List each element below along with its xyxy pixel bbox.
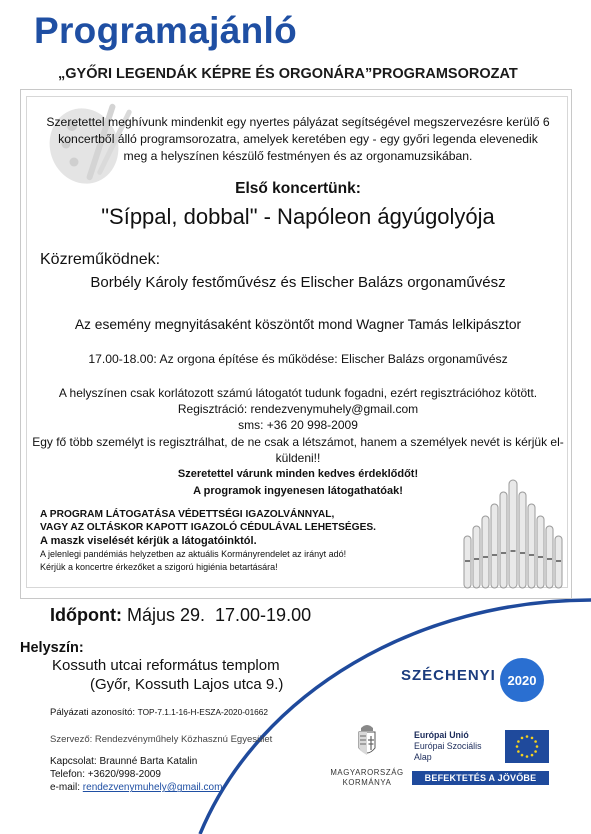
performers-label: Közreműködnek: (40, 251, 161, 268)
grant-label: Pályázati azonosító: (50, 707, 138, 718)
pandemic-note: A jelenlegi pandémiás helyzetben az aktuális Kormányrendelet az irányt adó! (40, 549, 347, 560)
mask-note: A maszk viselését kérjük a látogatóinktól. (40, 535, 257, 548)
first-concert-label: Első koncertünk: (235, 180, 361, 197)
contact-email-row (50, 781, 222, 794)
hungarian-coat-of-arms-icon (355, 722, 379, 762)
performers: Borbély Károly festőművész és Elischer Balázs orgonaművész (90, 274, 506, 291)
intro-paragraph (30, 114, 566, 164)
government-logo-line: KORMÁNYA (342, 778, 392, 787)
grant-value: TOP-7.1.1-16-H-ESZA-2020-01662 (137, 707, 269, 717)
eu-flag-icon (505, 730, 549, 763)
government-logo-line: MAGYARORSZÁG (330, 768, 404, 777)
eu-logo-text (414, 730, 481, 763)
venue-address: (Győr, Kossuth Lajos utca 9.) (90, 676, 284, 693)
warning-line: VAGY AZ OLTÁSKOR KAPOTT IGAZOLÓ CÉDULÁVAL LEHETSÉGES. (40, 522, 377, 534)
page-title: Programajánló (34, 10, 297, 51)
warning-line: A PROGRAM LÁTOGATÁSA VÉDETTSÉGI IGAZOLVÁNNYAL, (40, 509, 335, 520)
contact-name: Kapcsolat: Braunné Barta Katalin (50, 756, 198, 767)
contact-phone: Telefon: +3620/998-2009 (50, 769, 161, 781)
event-time (50, 605, 311, 626)
intro-line: Szeretettel meghívunk mindenkit egy nyertes pályázat segítségével megszervezésre kerülő 6 (46, 115, 550, 129)
intro-line: meg a helyszínen készülő festményen és az orgonamuzsikában. (123, 148, 473, 163)
registration-email: Regisztráció: rendezvenymuhely@gmail.com (177, 402, 419, 417)
szechenyi-logo-text: SZÉCHENYI (401, 667, 496, 684)
registration-sms: sms: +36 20 998-2009 (238, 418, 358, 433)
schedule-item: 17.00-18.00: Az orgona építése és működése: Elischer Balázs orgonaművész (88, 352, 508, 366)
email-link[interactable]: rendezvenymuhely@gmail.com (82, 782, 223, 794)
grant-id (50, 707, 268, 718)
covid-warning (40, 508, 440, 573)
szechenyi-2020-badge: 2020 (500, 658, 544, 702)
registration-line: küldeni!! (275, 450, 321, 465)
welcome-note: Szeretettel várunk minden kedves érdeklődőt! (177, 468, 419, 481)
organ-pipes-icon (462, 476, 572, 592)
concert-title: "Síppal, dobbal" - Napóleon ágyúgolyója (101, 204, 495, 229)
opening-speech: Az esemény megnyitásaként köszöntőt mond Wagner Tamás lelkipásztor (74, 317, 522, 332)
time-label: Időpont: (50, 605, 122, 625)
organizer: Szervező: Rendezvényműhely Közhasznú Egyesület (50, 734, 273, 745)
venue-label: Helyszín: (20, 640, 84, 656)
registration-line: A helyszínen csak korlátozott számú látogatót tudunk fogadni, ezért regisztrációhoz kötött. (58, 386, 538, 400)
contact-info (50, 755, 222, 795)
intro-line: koncertből álló programsorozatra, amelyek keretében egy - egy győri legenda elevenedik (58, 131, 538, 146)
email-label: e-mail: (50, 782, 83, 794)
invest-in-future-banner: BEFEKTETÉS A JÖVŐBE (412, 771, 549, 785)
program-series-subtitle: „GYŐRI LEGENDÁK KÉPRE ÉS ORGONÁRA”PROGRAMSOROZAT (58, 66, 518, 82)
registration-line: Egy fő több személyt is regisztrálhat, de ne csak a létszámot, hanem a személyek nevét is kérjük el- (32, 434, 564, 449)
time-value: Május 29. 17.00-19.00 (121, 605, 312, 625)
hygiene-note: Kérjük a koncertre érkezőket a szigorú higiénia betartására! (40, 561, 278, 572)
eu-line: Alap (414, 752, 432, 762)
eu-line: Európai Unió (414, 730, 469, 740)
venue-name: Kossuth utcai református templom (52, 657, 280, 674)
free-entry-note: A programok ingyenesen látogathatóak! (193, 484, 403, 497)
eu-line: Európai Szociális (414, 741, 482, 751)
